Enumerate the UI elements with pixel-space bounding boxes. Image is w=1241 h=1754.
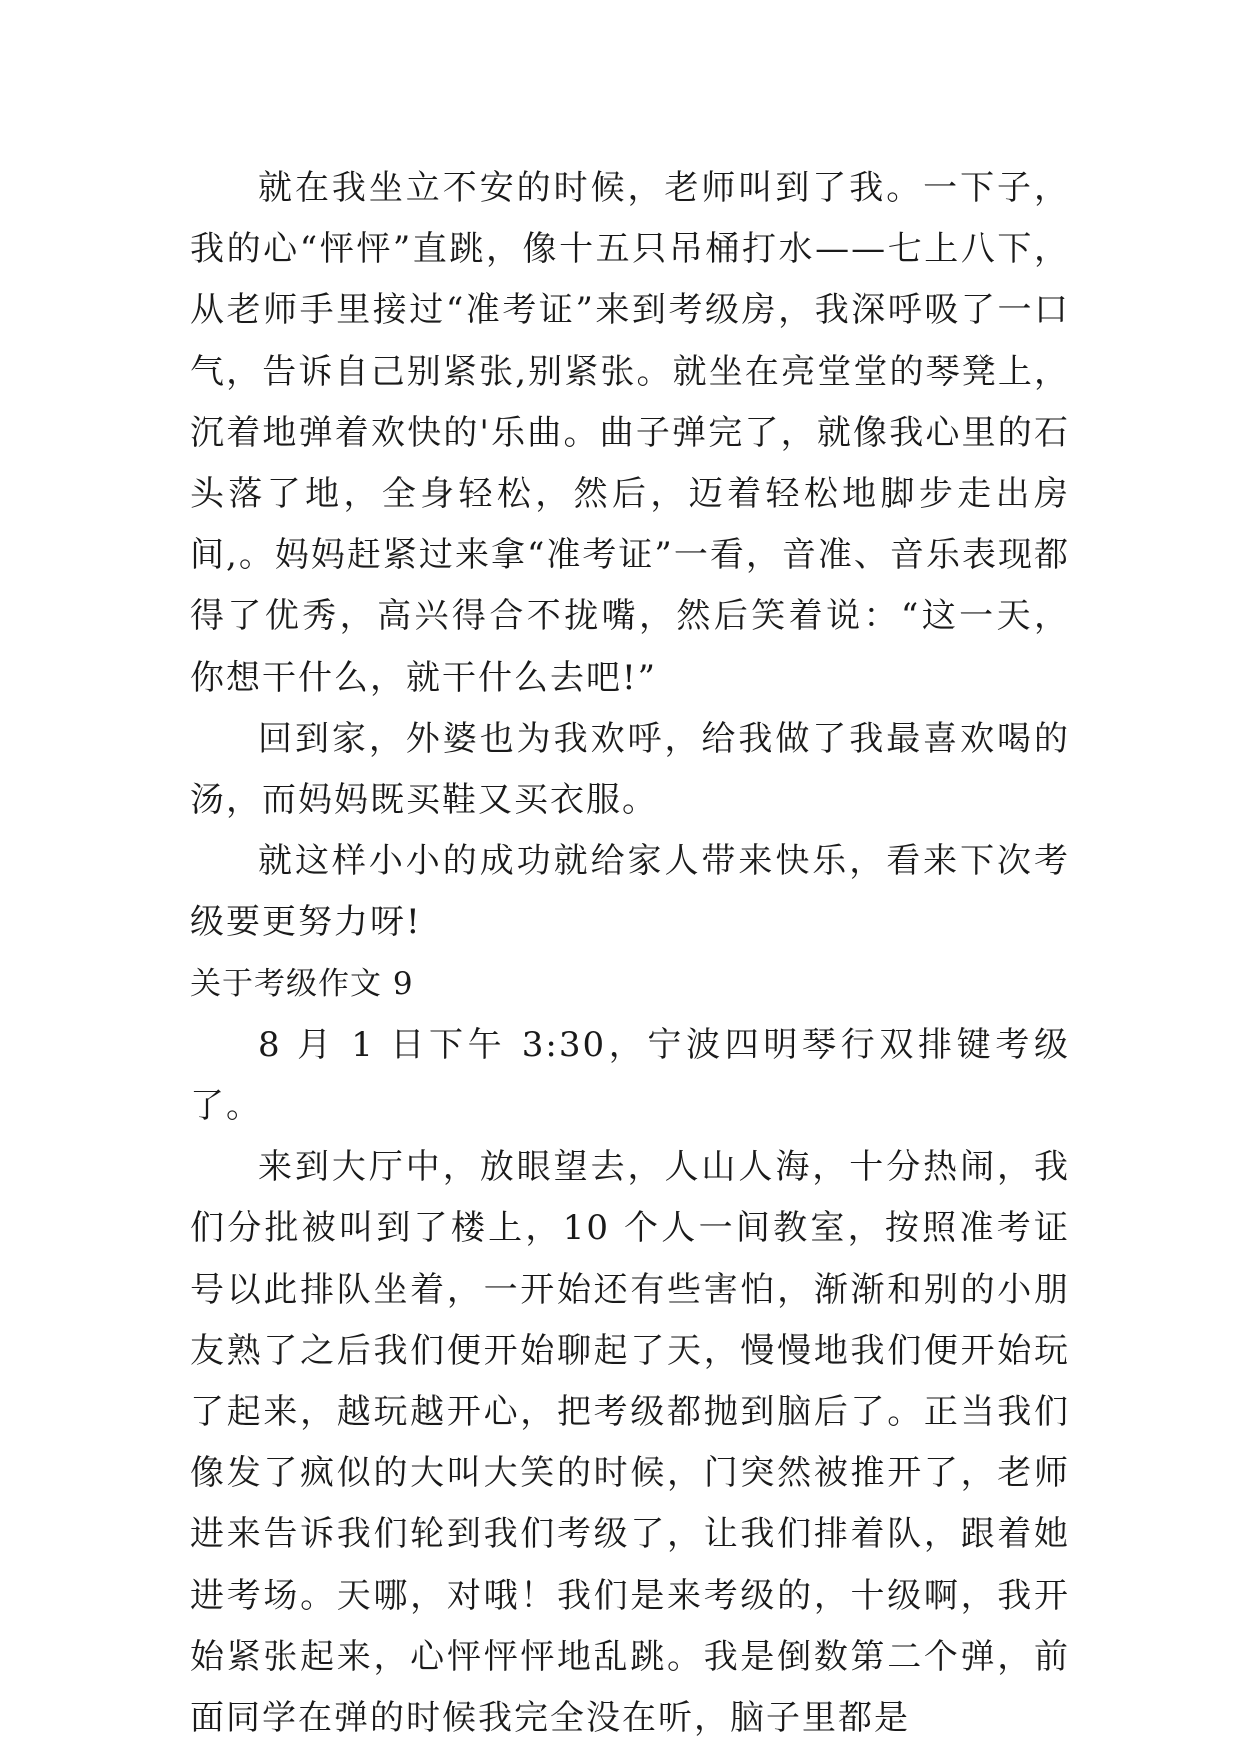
paragraph-conclusion: 就这样小小的成功就给家人带来快乐，看来下次考级要更努力呀! [190,841,1070,943]
paragraph-waiting-hall: 来到大厅中，放眼望去，人山人海，十分热闹，我们分批被叫到了楼上，10 个人一间教室，按照准考证号以此排队坐着，一开始还有些害怕，渐渐和别的小朋友熟了之后我们便开始聊起了天，慢慢地我们便开始玩了起来，越玩越开心，把考级都抛到脑后了。正当我们像发了疯似的大叫大笑的时候，门突然被推开了，老师进来告诉我们轮到我们考级了，让我们排着队，跟着她进考场。天哪，对哦！我们是来考级的，十级啊，我开始紧张起来，心怦怦怦地乱跳。我是倒数第二个弹，前面同学在弹的时候我完全没在听，脑子里都是 [190,1147,1070,1739]
paragraph-exam-date: 8 月 1 日下午 3:30，宁波四明琴行双排键考级了。 [190,1024,1070,1127]
paragraph-exam-room: 就在我坐立不安的时候，老师叫到了我。一下子，我的心“怦怦”直跳，像十五只吊桶打水——七上八下，从老师手里接过“准考证”来到考级房，我深呼吸了一口气，告诉自己别紧张,别紧张。就坐在亮堂堂的琴凳上，沉着地弹着欢快的'乐曲。曲子弹完了，就像我心里的石头落了地，全身轻松，然后，迈着轻松地脚步走出房间,。妈妈赶紧过来拿“准考证”一看，音准、音乐表现都得了优秀，高兴得合不拢嘴，然后笑着说：“这一天，你想干什么，就干什么去吧!” [190,168,1070,698]
document-body [190,158,1070,1749]
paragraph-home-celebration: 回到家，外婆也为我欢呼，给我做了我最喜欢喝的汤，而妈妈既买鞋又买衣服。 [190,718,1070,821]
section-heading: 关于考级作文 9 [190,965,414,1002]
